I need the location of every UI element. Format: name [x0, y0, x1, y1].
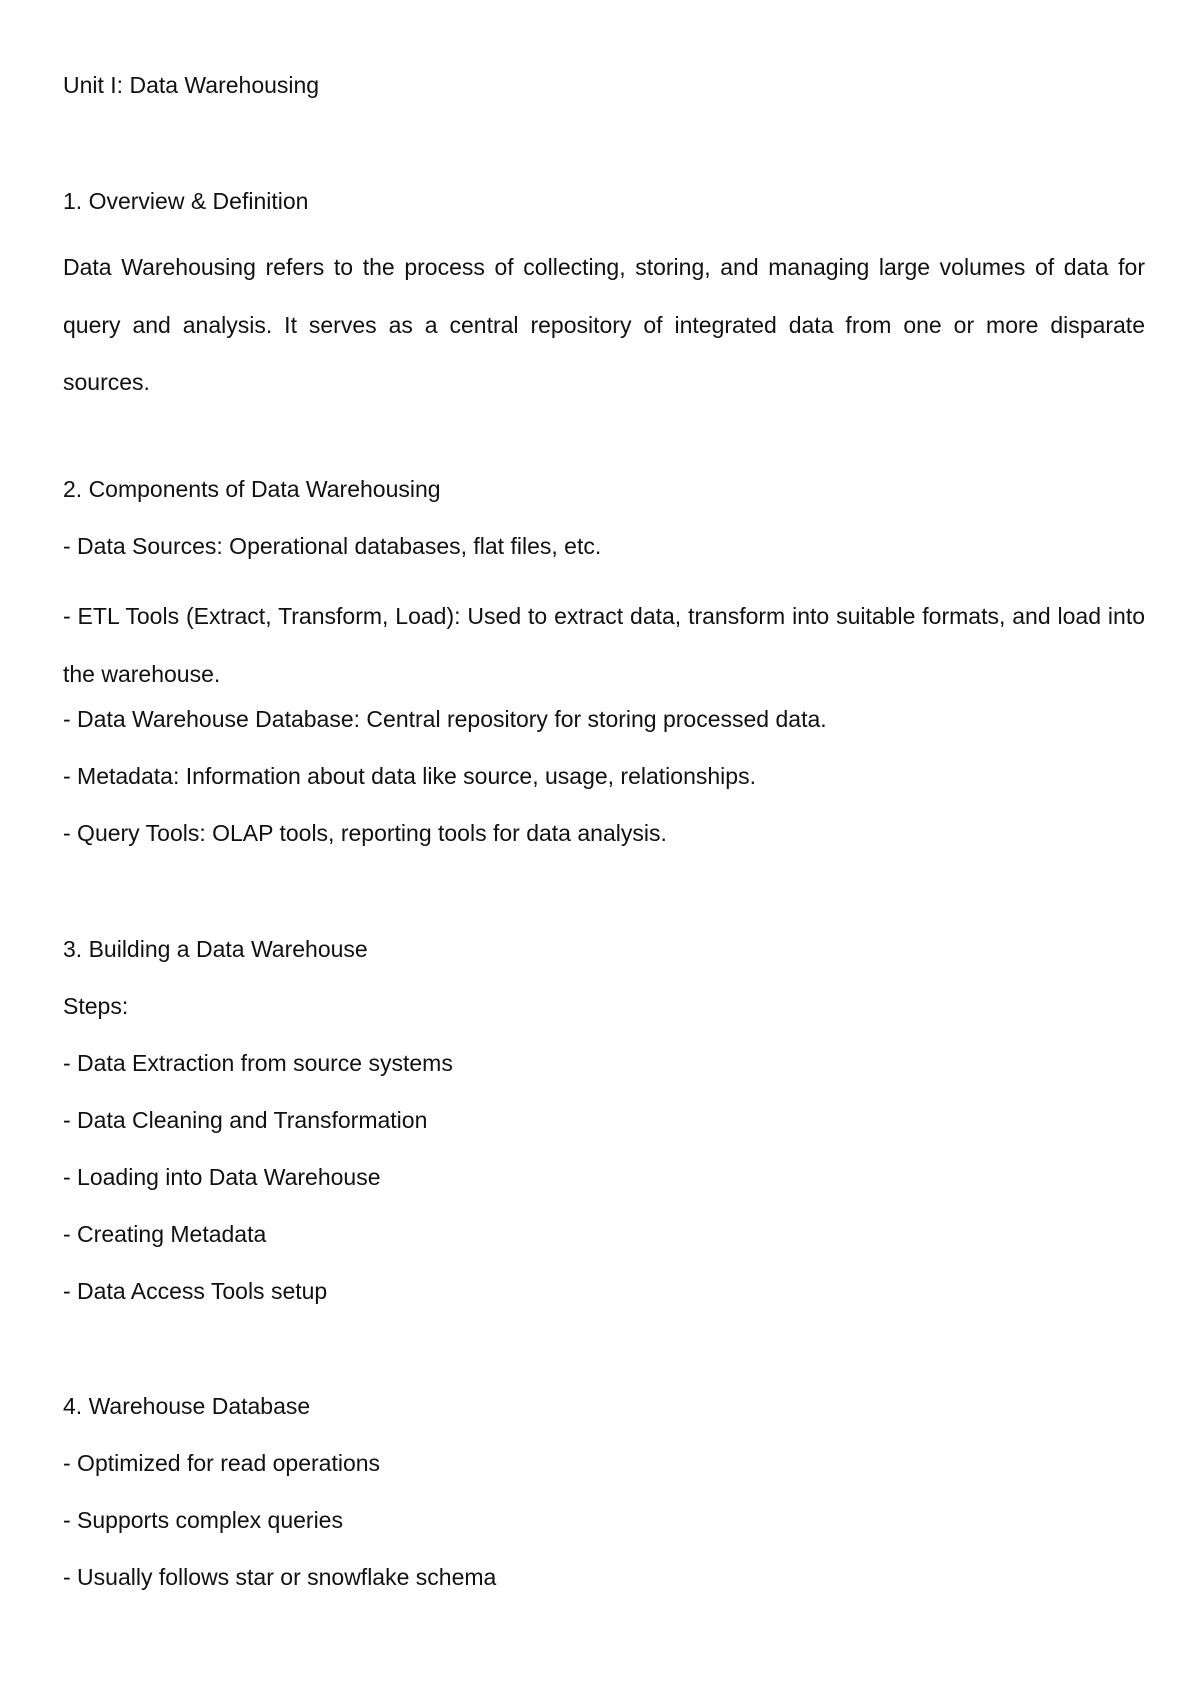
list-item: - Data Access Tools setup	[63, 1278, 328, 1304]
list-item: - Data Warehouse Database: Central repository for storing processed data.	[63, 706, 827, 732]
list-item: - Usually follows star or snowflake schema	[63, 1564, 497, 1590]
list-item: - Loading into Data Warehouse	[63, 1164, 381, 1190]
list-item: - Data Cleaning and Transformation	[63, 1107, 428, 1133]
section-paragraph-overview: Data Warehousing refers to the process of collecting, storing, and managing large volumes of data for query and analysis. It serves as a central repository of integrated data from one or more disparate sources.	[63, 254, 1145, 395]
list-item: - ETL Tools (Extract, Transform, Load): Used to extract data, transform into suitable formats, and load into the warehouse.	[63, 603, 1145, 687]
document-title: Unit I: Data Warehousing	[63, 72, 320, 98]
list-item: - Supports complex queries	[63, 1507, 343, 1533]
list-item: - Optimized for read operations	[63, 1450, 381, 1476]
list-item: - Creating Metadata	[63, 1221, 267, 1247]
section-heading-warehouse-database: 4. Warehouse Database	[63, 1393, 311, 1419]
section-heading-building: 3. Building a Data Warehouse	[63, 936, 368, 962]
list-item: - Data Extraction from source systems	[63, 1050, 453, 1076]
list-item: - Data Sources: Operational databases, flat files, etc.	[63, 533, 602, 559]
list-item: - Metadata: Information about data like source, usage, relationships.	[63, 763, 756, 789]
section-heading-overview: 1. Overview & Definition	[63, 188, 309, 214]
steps-label: Steps:	[63, 993, 129, 1019]
section-heading-components: 2. Components of Data Warehousing	[63, 476, 441, 502]
list-item: - Query Tools: OLAP tools, reporting tools for data analysis.	[63, 820, 667, 846]
